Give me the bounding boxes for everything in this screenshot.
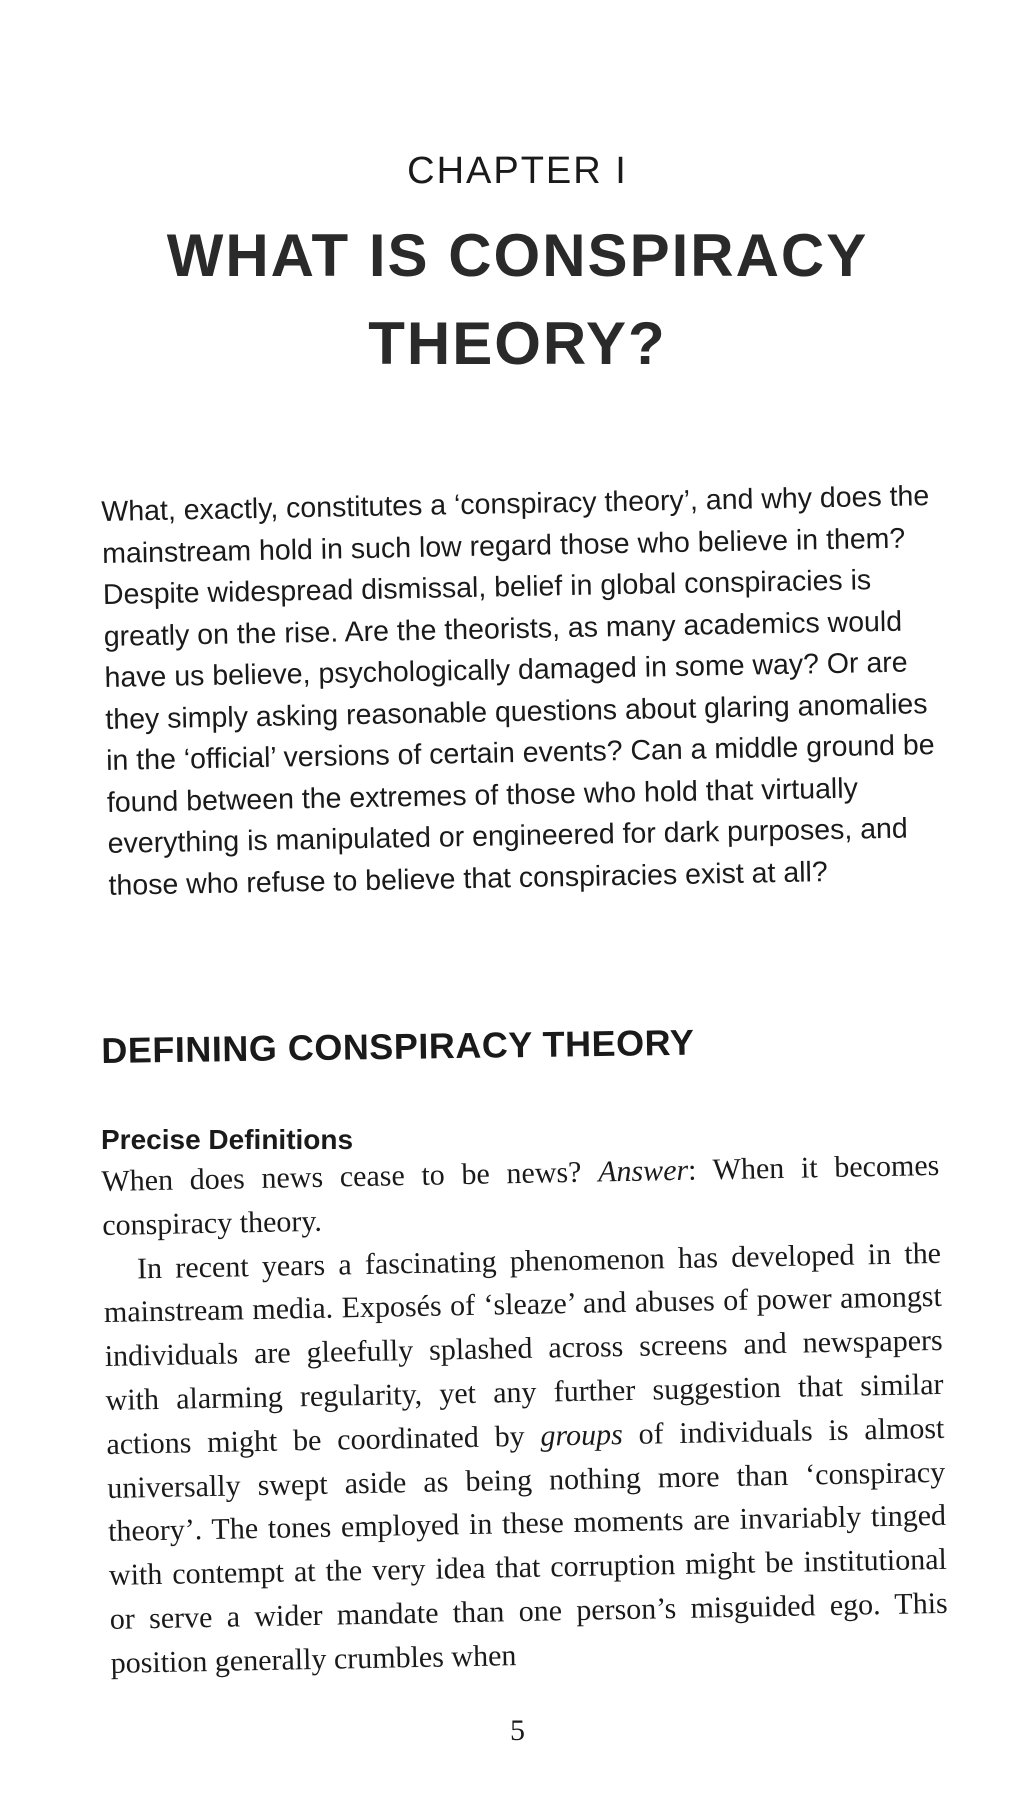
chapter-intro-paragraph: What, exactly, constitutes a ‘conspiracy theory’, and why does the mainstream hold in such low regard those who believe in them? Despite widespread dismissal, belief in global conspiracies is greatly on the rise. Are the theorists, as many academics would have us believe, psychologically damaged in some way? Or are they simply asking reasonable questions about glaring anomalies in the ‘official’ versions of certain events? Can a middle ground be found between the extremes of those who hold that virtually everything is manipulated or engineered for dark purposes, and those who refuse to believe that conspiracies exist at all? xyxy=(101,480,935,902)
body-text-run: : When it becomes conspiracy theory. xyxy=(101,1148,940,1242)
body-text-run: In recent years a fascinating phenomenon has developed in the mainstream media. Exposés of ‘sleaze’ and abuses of power amongst individuals are gleefully splashed across screens and newspapers with alarming regularity, yet any further suggestion that similar actions might be coordinated by xyxy=(103,1236,944,1461)
body-paragraph xyxy=(101,1144,941,1248)
chapter-label: CHAPTER I xyxy=(407,150,628,192)
page-number: 5 xyxy=(510,1714,525,1747)
body-text-run: When does news cease to be news? xyxy=(101,1155,599,1198)
body-text-run: of individuals is almost universally swept aside as being nothing more than ‘conspiracy theory’. The tones employed in these moments are invariably tinged with contempt at the very idea that corruption might be institutional or serve a wider mandate than one person’s misguided ego. This position generally crumbles when xyxy=(106,1411,948,1680)
body-paragraph xyxy=(103,1231,949,1685)
emphasis-groups: groups xyxy=(540,1417,624,1453)
chapter-title: WHAT IS CONSPIRACY THEORY? xyxy=(166,222,869,377)
body-text xyxy=(101,1144,949,1686)
section-heading: DEFINING CONSPIRACY THEORY xyxy=(101,1021,695,1071)
subsection-heading: Precise Definitions xyxy=(101,1124,354,1155)
emphasis-answer: Answer xyxy=(597,1153,689,1189)
